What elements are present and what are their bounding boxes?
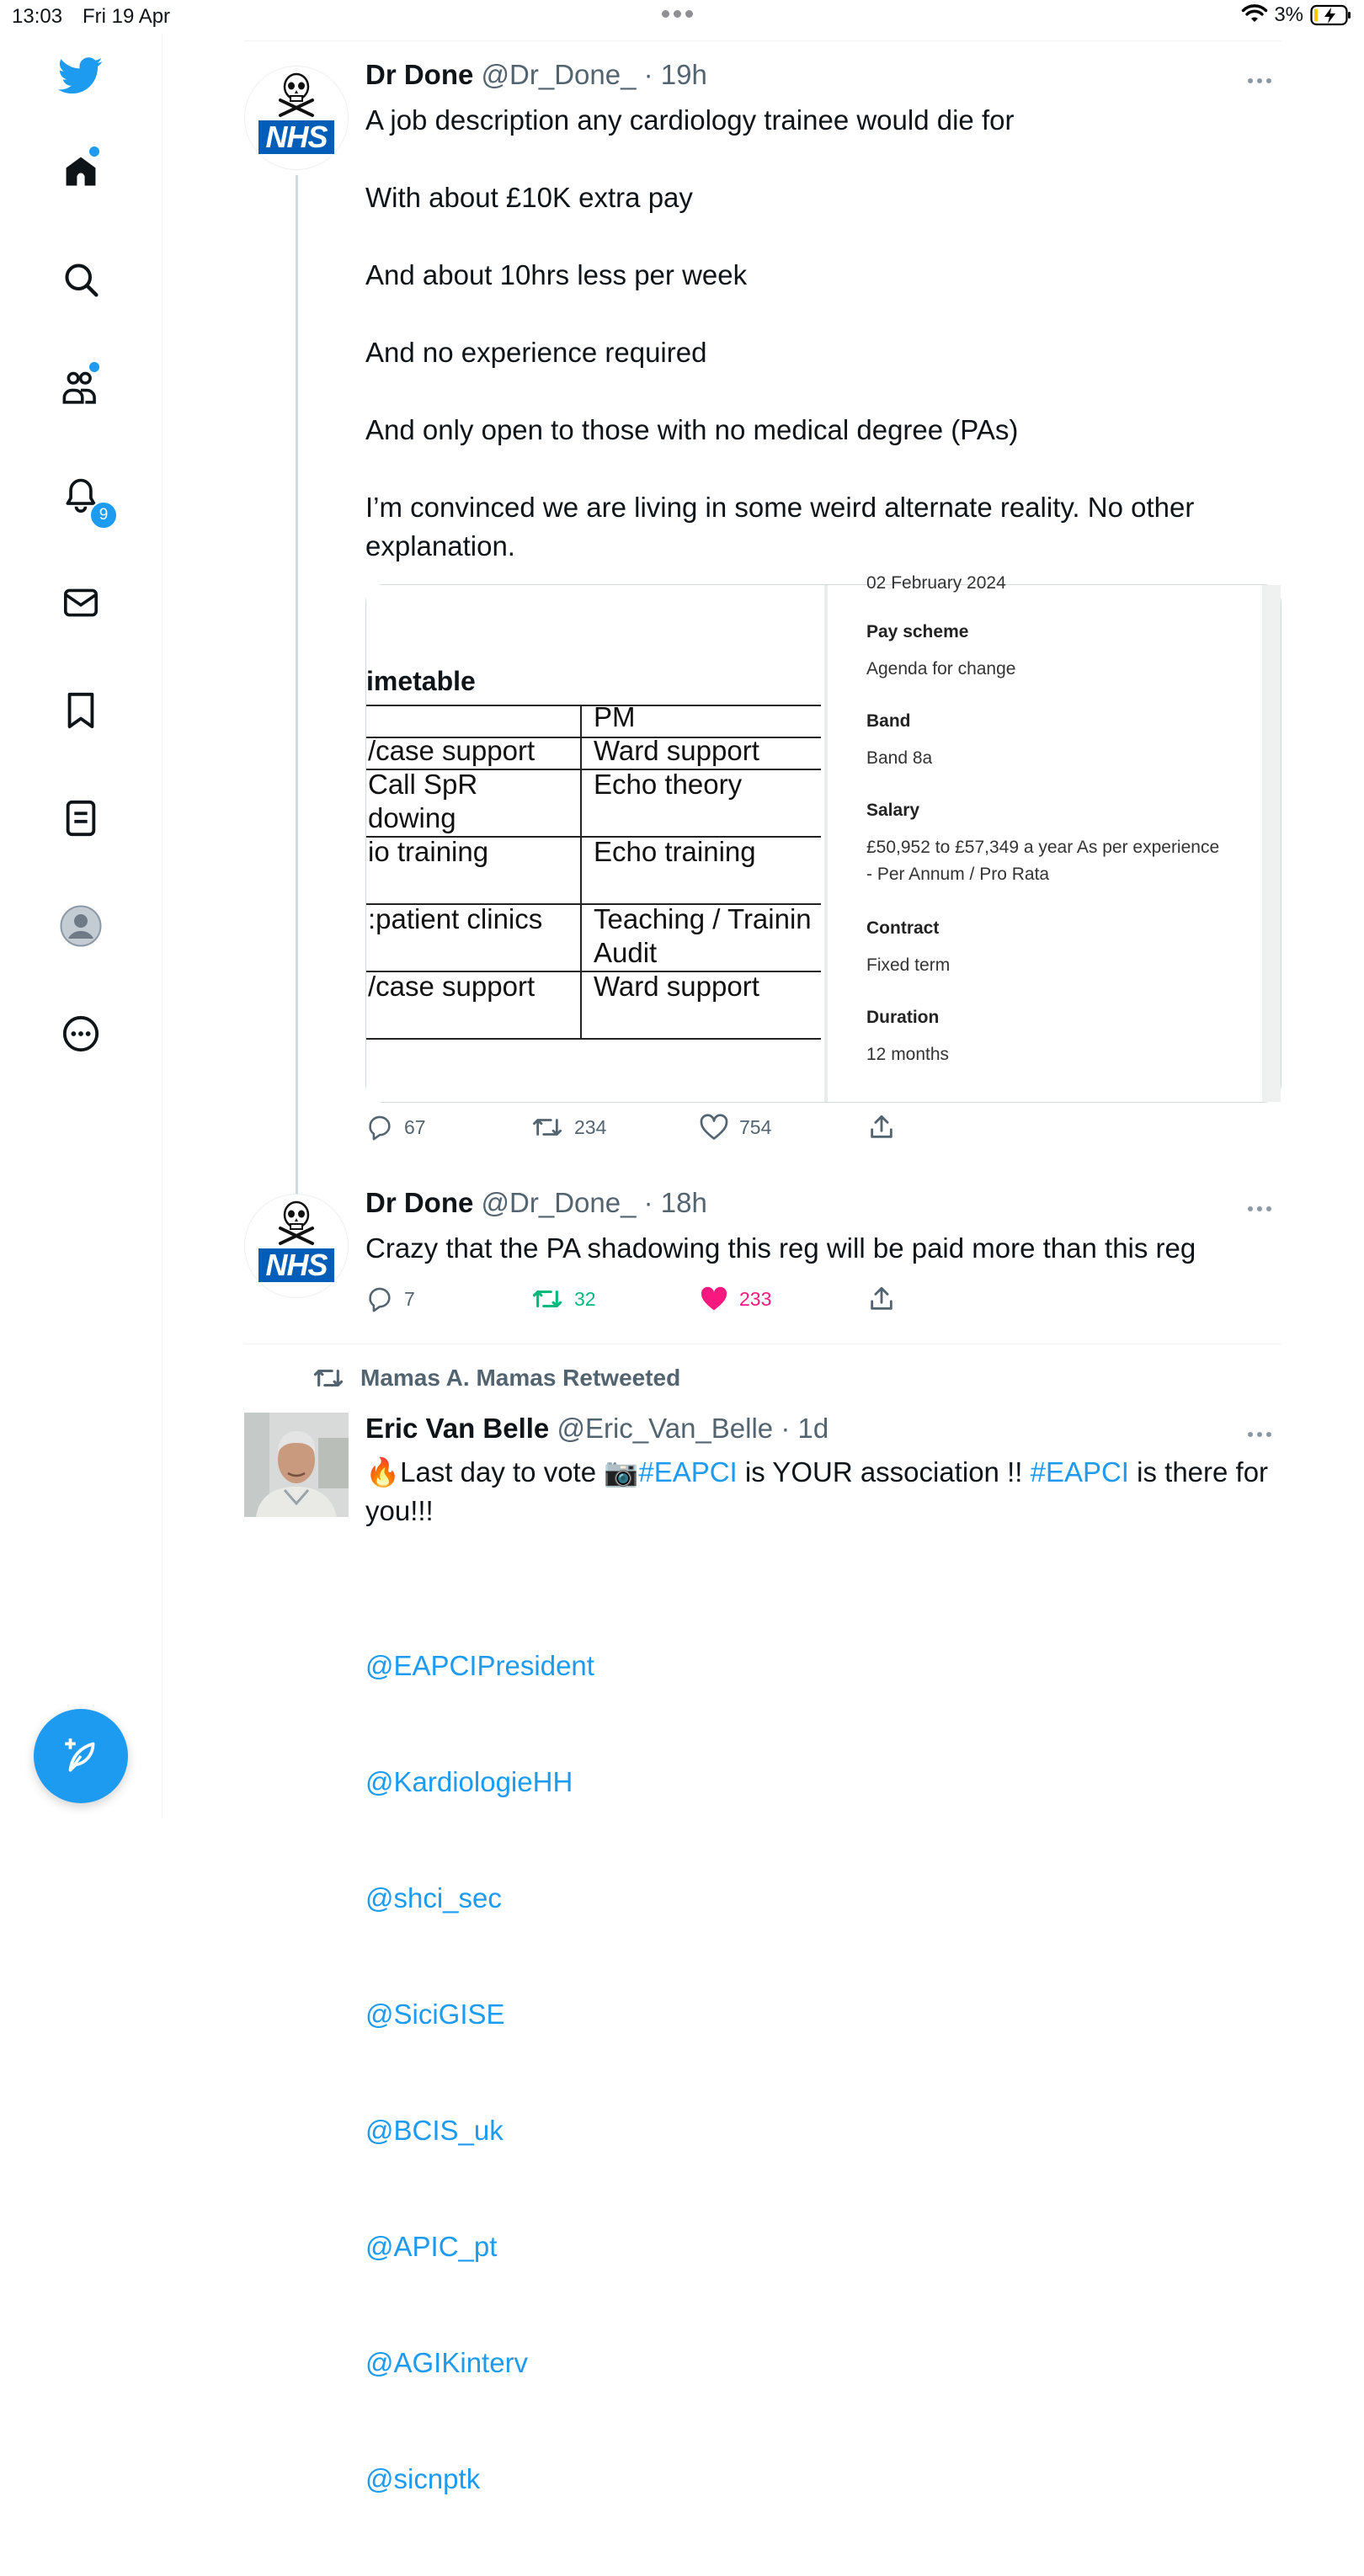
tweet-text: Crazy that the PA shadowing this reg will be paid more than this reg: [365, 1232, 1196, 1264]
duration-value: 12 months: [866, 1045, 950, 1064]
timetable-cell: io training: [368, 836, 489, 867]
hashtag-link[interactable]: #EAPCI: [1030, 1456, 1129, 1488]
timetable-cell: Echo theory: [594, 769, 743, 800]
tweet-more-icon[interactable]: [1248, 72, 1281, 89]
avatar[interactable]: [244, 1413, 349, 1517]
person-photo: [244, 1413, 349, 1517]
tweet-actions: [365, 1285, 904, 1318]
reply-icon: [365, 1113, 394, 1142]
retweet-icon: [530, 1285, 564, 1313]
timetable-cell: Audit: [594, 937, 658, 968]
like-button[interactable]: [699, 1113, 771, 1142]
salary-label: Salary: [866, 801, 920, 820]
contract-value: Fixed term: [866, 955, 951, 975]
duration-label: Duration: [866, 1008, 940, 1027]
tweet-text: 🔥Last day to vote 📷#EAPCI is YOUR association !! #EAPCI is there for you!!!: [365, 1456, 1276, 1526]
battery-percent: 3%: [1274, 3, 1303, 26]
mention-link[interactable]: @SiciGISE: [365, 1999, 505, 2030]
timetable-cell: Teaching / Trainin: [594, 903, 812, 934]
timetable-cell: Echo training: [594, 836, 756, 867]
pay-scheme-value: Agenda for change: [866, 659, 1016, 679]
tweet-actions: [365, 1113, 904, 1147]
share-icon: [867, 1285, 896, 1313]
compose-tweet-button[interactable]: [34, 1709, 128, 1803]
band-value: Band 8a: [866, 748, 933, 768]
timetable-cell: dowing: [368, 802, 456, 833]
lists-icon[interactable]: [56, 793, 106, 844]
status-right: [1242, 3, 1352, 27]
camera-emoji: 📷: [604, 1456, 639, 1488]
profile-avatar-icon[interactable]: [56, 901, 106, 951]
communities-new-dot: [89, 362, 99, 372]
author-handle[interactable]: @Dr_Done_: [481, 59, 637, 90]
author-name[interactable]: Dr Done: [365, 59, 474, 90]
timeline-top-divider: [244, 40, 1281, 41]
timetable-cell: /case support: [368, 971, 535, 1002]
more-options-icon[interactable]: [56, 1009, 106, 1059]
author-name[interactable]: Dr Done: [365, 1187, 474, 1218]
reply-button[interactable]: [365, 1113, 426, 1142]
retweet-icon: [530, 1113, 564, 1142]
tweet-media-image[interactable]: [365, 573, 1281, 1103]
multitasking-dots[interactable]: [662, 7, 702, 19]
mention-link[interactable]: @KardiologieHH: [365, 1766, 573, 1797]
fire-emoji: 🔥: [365, 1456, 401, 1488]
avatar[interactable]: [244, 1194, 349, 1298]
author-name[interactable]: Eric Van Belle: [365, 1413, 550, 1444]
heart-filled-icon: [699, 1285, 729, 1313]
mention-link[interactable]: @AGIKinterv: [365, 2347, 529, 2378]
share-button[interactable]: [867, 1285, 896, 1313]
pay-scheme-label: Pay scheme: [866, 622, 969, 641]
home-new-dot: [89, 146, 99, 157]
share-button[interactable]: [867, 1113, 896, 1142]
retweet-count: 234: [574, 1115, 607, 1138]
skull-crossbones-icon: [275, 72, 317, 119]
search-icon[interactable]: [56, 254, 106, 305]
skull-crossbones-icon: [275, 1200, 317, 1247]
band-label: Band: [866, 711, 911, 731]
tweet-header: [365, 59, 707, 91]
status-date: Fri 19 Apr: [83, 5, 171, 28]
hashtag-link[interactable]: #EAPCI: [638, 1456, 738, 1488]
timetable-header-pm: PM: [594, 701, 636, 732]
retweeted-by-label: Mamas A. Mamas Retweeted: [360, 1365, 681, 1391]
author-handle[interactable]: @Dr_Done_: [481, 1187, 637, 1218]
messages-envelope-icon[interactable]: [56, 577, 106, 628]
mention-link[interactable]: @BCIS_uk: [365, 2115, 504, 2146]
retweet-icon: [312, 1364, 345, 1392]
contract-label: Contract: [866, 918, 940, 938]
nhs-logo: NHS: [258, 1248, 334, 1282]
tweet-text: A job description any cardiology trainee would die for With about £10K extra pay And about 10hrs less per week And no experience required And only open to those with no medical degree (PAs) I’m convinced we are living in some weird alternate reality. No other explanation.: [365, 104, 1195, 562]
timetable-cell: /case support: [368, 735, 535, 766]
like-count: 233: [739, 1287, 772, 1310]
timetable-cell: Ward support: [594, 971, 759, 1002]
tweet-time[interactable]: · 18h: [643, 1187, 707, 1218]
tweet-header: [365, 1187, 707, 1219]
compose-feather-icon: [60, 1735, 102, 1777]
share-icon: [867, 1113, 896, 1142]
tweet-time[interactable]: · 19h: [643, 59, 707, 90]
author-handle[interactable]: @Eric_Van_Belle: [557, 1413, 774, 1444]
retweet-count: 32: [574, 1287, 596, 1310]
timetable-title: imetable: [366, 666, 476, 696]
retweeted-by[interactable]: [312, 1364, 680, 1392]
timetable-image: [366, 585, 824, 1102]
thread-line: [296, 175, 298, 1226]
clipped-date: 02 February 2024: [866, 573, 1006, 593]
bookmark-icon[interactable]: [56, 685, 106, 736]
reply-button[interactable]: [365, 1285, 415, 1313]
avatar[interactable]: [244, 66, 349, 170]
like-button[interactable]: [699, 1285, 771, 1313]
status-time: 13:03: [12, 5, 63, 28]
retweet-button[interactable]: [530, 1113, 606, 1142]
tweet-time[interactable]: · 1d: [781, 1413, 829, 1444]
job-info-image: [828, 573, 1281, 1102]
mention-link[interactable]: @APIC_pt: [365, 2231, 498, 2262]
sidebar: [0, 34, 163, 1818]
battery-charging-icon: [1310, 4, 1352, 26]
timetable-cell: :patient clinics: [368, 903, 543, 934]
image-edge: [1262, 585, 1281, 1102]
nhs-logo: NHS: [258, 120, 334, 154]
timetable-cell: Call SpR: [368, 769, 478, 800]
like-count: 754: [739, 1115, 772, 1138]
notifications-count-badge: 9: [89, 501, 118, 530]
tweet-header: [365, 1413, 829, 1445]
twitter-logo-icon[interactable]: [56, 51, 106, 101]
reply-count: 67: [404, 1115, 426, 1138]
mention-link[interactable]: @sicnptk: [365, 2463, 481, 2494]
wifi-icon: [1242, 5, 1267, 25]
tweet-more-icon[interactable]: [1248, 1200, 1281, 1217]
status-bar: [0, 0, 1364, 34]
reply-icon: [365, 1285, 394, 1313]
mention-link[interactable]: @shci_sec: [365, 1882, 502, 1913]
mention-link[interactable]: @EAPCIPresident: [365, 1650, 594, 1681]
tweet-more-icon[interactable]: [1248, 1426, 1281, 1443]
retweet-button[interactable]: [530, 1285, 596, 1313]
reply-count: 7: [404, 1287, 415, 1310]
salary-value: £50,952 to £57,349 a year As per experience - Per Annum / Pro Rata: [866, 838, 1220, 884]
mention-list: [365, 1569, 1275, 2576]
heart-icon: [699, 1113, 729, 1142]
timetable-cell: Ward support: [594, 735, 759, 766]
